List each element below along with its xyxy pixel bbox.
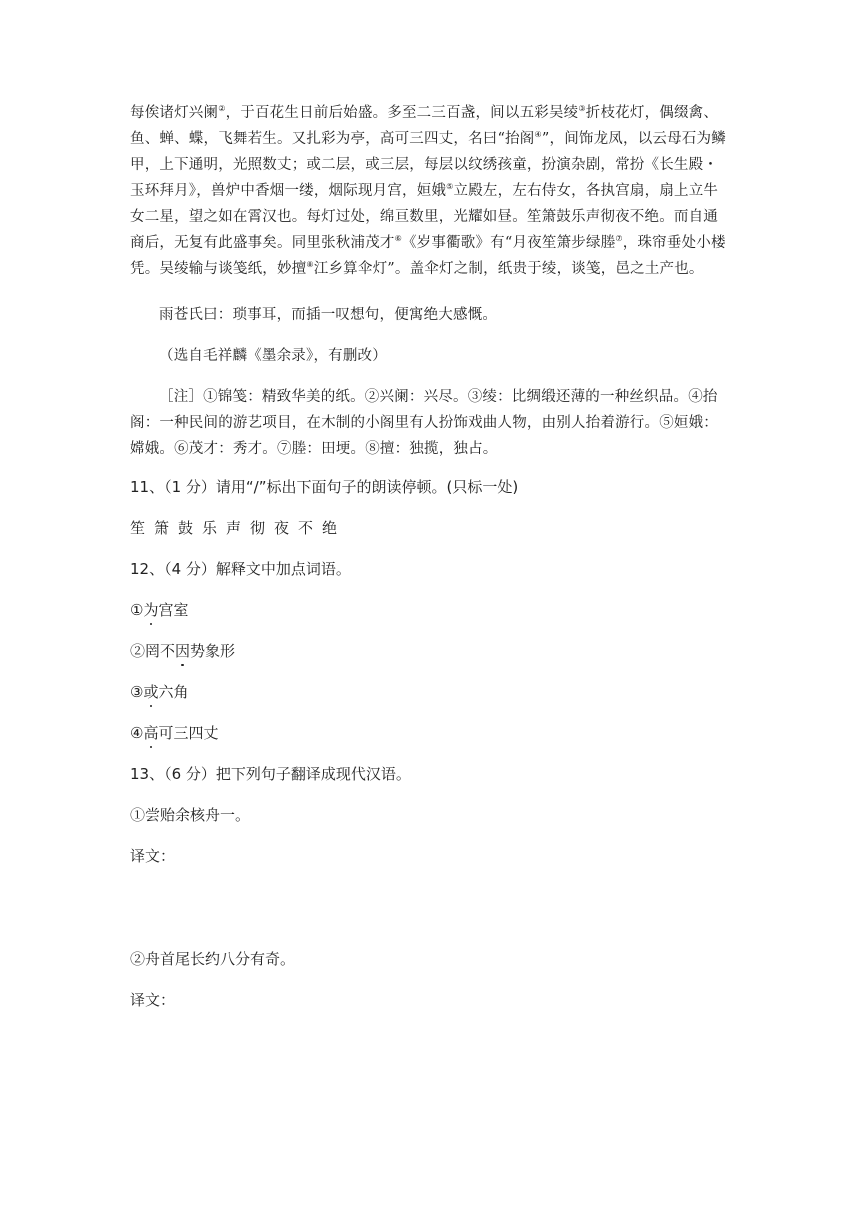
commentary: 雨苍氏曰：琐事耳，而插一叹想句，便寓绝大感慨。	[159, 307, 498, 323]
question-11: 11、（1 分）请用“/”标出下面句子的朗读停顿。(只标一处)	[130, 478, 519, 496]
source-citation: （选自毛祥麟《墨余录》，有删改）	[159, 348, 387, 364]
question-13: 13、（6 分）把下列句子翻译成现代汉语。	[130, 765, 411, 783]
answer-label-2: 译文：	[130, 991, 176, 1009]
q12-item: ②罔不因势象形	[130, 642, 236, 660]
dotted-word: 高	[143, 724, 159, 742]
q12-item: ④高可三四丈	[130, 724, 219, 742]
answer-label-1: 译文：	[130, 847, 176, 865]
q12-item: ①为宫室	[130, 601, 189, 619]
notes: ［注］①锦笺：精致华美的纸。②兴阑：兴尽。③绫：比绸缎还薄的一种丝织品。④抬阁：一种民间的游艺项目，在木制的小阁里有人扮饰戏曲人物，由别人抬着游行。⑤姮娥：嫦娥。⑥茂才：秀才。⑦塍：田埂。⑧擅：独揽，独占。	[130, 389, 718, 457]
dotted-word: 因	[175, 642, 191, 660]
q13-sentence-1: ①尝贻余核舟一。	[130, 806, 251, 824]
q12-item: ③或六角	[130, 683, 189, 701]
question-12: 12、（4 分）解释文中加点词语。	[130, 560, 351, 578]
q11-sentence: 笙箫鼓乐声彻夜不绝	[130, 519, 347, 537]
dotted-word: 或	[143, 683, 159, 701]
q13-sentence-2: ②舟首尾长约八分有奇。	[130, 950, 296, 968]
dotted-word: 为	[143, 601, 159, 619]
passage-paragraph: 每俟诸灯兴阑②，于百花生日前后始盛。多至二三百盏，间以五彩吴绫③折枝花灯，偶缀禽、鱼、蝉、蝶，飞舞若生。又扎彩为亭，高可三四丈，名曰“抬阁④”，间饰龙凤，以云母石为鳞甲，上下通明，光照数丈；或二层，或三层，每层以纹绣孩童，扮演杂剧，常扮《长生殿・玉环拜月》，兽炉中香烟一缕，烟际现月宫，姮娥⑤立殿左，左右侍女，各执宫扇，扇上立牛女二星，望之如在霄汉也。每灯过处，绵亘数里，光耀如昼。笙箫鼓乐声彻夜不绝。而自通商后，无复有此盛事矣。同里张秋浦茂才⑥《岁事衢歌》有“月夜笙箫步绿塍⑦，珠帘垂处小楼凭。吴绫输与谈笺纸，妙擅⑧江乡算伞灯”。盖伞灯之制，纸贵于绫，谈笺，邑之土产也。	[130, 104, 726, 277]
